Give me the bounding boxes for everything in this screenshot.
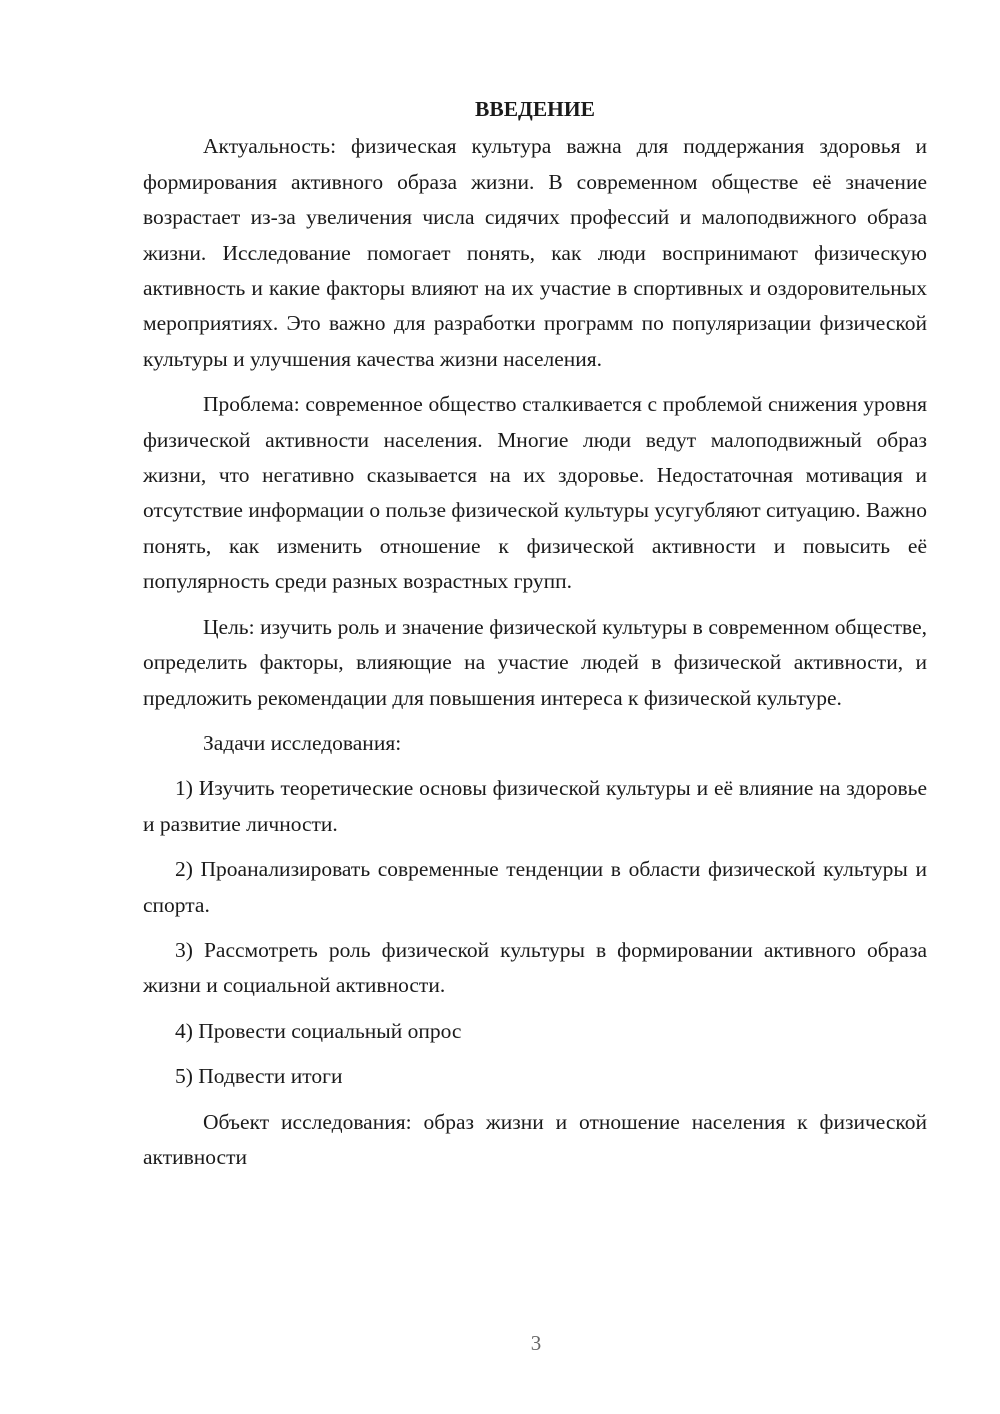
paragraph-relevance: Актуальность: физическая культура важна для поддержания здоровья и формирования активного образа жизни. В современном обществе её значение возрастает из-за увеличения числа сидячих профессий и малоподвижного образа жизни. Исследование помогает понять, как люди воспринимают физическую активность и какие факторы влияют на их участие в спортивных и оздоровительных мероприятиях. Это важно для разработки программ по популяризации физической культуры и улучшения качества жизни населения. <box>143 134 927 371</box>
task-item-2: 2) Проанализировать современные тенденции в области физической культуры и спорта. <box>143 857 927 917</box>
task-item-4: 4) Провести социальный опрос <box>175 1018 462 1043</box>
document-body <box>143 92 927 1175</box>
task-item-3: 3) Рассмотреть роль физической культуры в формировании активного образа жизни и социальной активности. <box>143 937 927 998</box>
paragraph-goal: Цель: изучить роль и значение физической культуры в современном обществе, определить факторы, влияющие на участие людей в физической активности, и предложить рекомендации для повышения интереса к физической культуре. <box>143 614 927 710</box>
section-title: ВВЕДЕНИЕ <box>475 97 595 121</box>
tasks-heading: Задачи исследования: <box>203 730 402 755</box>
paragraph-problem: Проблема: современное общество сталкивается с проблемой снижения уровня физической активности населения. Многие люди ведут малоподвижный образ жизни, что негативно сказывается на их здоровье. Недостаточная мотивация и отсутствие информации о пользе физической культуры усугубляют ситуацию. Важно понять, как изменить отношение к физической активности и повысить её популярность среди разных возрастных групп. <box>143 392 927 594</box>
task-item-1: 1) Изучить теоретические основы физической культуры и её влияние на здоровье и развитие личности. <box>143 776 927 836</box>
paragraph-object: Объект исследования: образ жизни и отношение населения к физической активности <box>143 1109 927 1169</box>
page-number: 3 <box>530 1331 542 1355</box>
task-item-5: 5) Подвести итоги <box>175 1064 343 1089</box>
